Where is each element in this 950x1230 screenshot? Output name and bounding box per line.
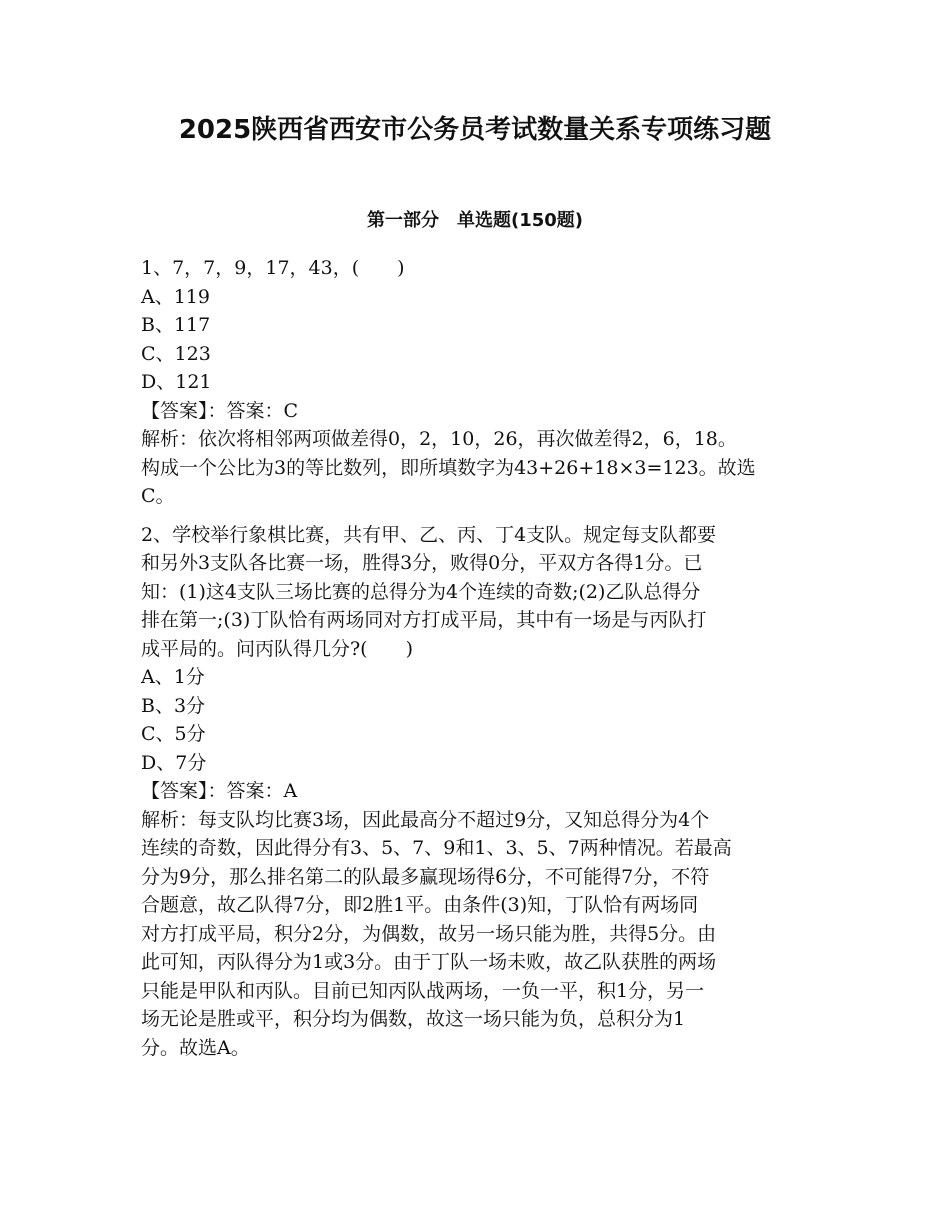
analysis-line: C。 (141, 485, 175, 507)
analysis-line: 对方打成平局，积分2分，为偶数，故另一场只能为胜，共得5分。由 (141, 922, 717, 945)
analysis-line: 连续的奇数，因此得分有3、5、7、9和1、3、5、7两种情况。若最高 (141, 837, 732, 859)
section-heading: 第一部分 单选题(150题) (366, 210, 584, 231)
question-stem: 和另外3支队各比赛一场，胜得3分，败得0分，平双方各得1分。已 (141, 552, 703, 574)
option-c: C、123 (141, 342, 211, 365)
question-block (141, 254, 811, 511)
option-b: B、117 (141, 314, 211, 336)
analysis-line: 只能是甲队和丙队。目前已知丙队战两场，一负一平，积1分，另一 (141, 979, 705, 1002)
analysis-line: 解析：每支队均比赛3场，因此最高分不超过9分，又知总得分为4个 (141, 808, 710, 831)
analysis-line: 分。故选A。 (141, 1036, 250, 1059)
question-stem: 2、学校举行象棋比赛，共有甲、乙、丙、丁4支队。规定每支队都要 (141, 523, 717, 546)
option-d: D、121 (141, 371, 212, 393)
document-body (141, 254, 811, 1062)
option-d: D、7分 (141, 751, 207, 774)
question-stem: 1、7，7，9，17，43，( ) (141, 257, 405, 279)
option-b: B、3分 (141, 694, 206, 717)
analysis-line: 分为9分，那么排名第二的队最多赢现场得6分，不可能得7分，不符 (141, 865, 710, 888)
question-spacer (141, 511, 811, 521)
option-a: A、119 (141, 285, 210, 308)
analysis-line: 解析：依次将相邻两项做差得0，2，10，26，再次做差得2，6，18。 (141, 428, 737, 450)
answer-line: 【答案】：答案：C (141, 399, 299, 422)
question-stem: 成平局的。问丙队得几分?( ) (141, 637, 414, 660)
question-block (141, 521, 811, 1063)
analysis-line: 构成一个公比为3的等比数列，即所填数字为43+26+18×3=123。故选 (141, 456, 756, 479)
answer-line: 【答案】：答案：A (141, 780, 298, 802)
analysis-line: 此可知，丙队得分为1或3分。由于丁队一场未败，故乙队获胜的两场 (141, 951, 717, 973)
option-c: C、5分 (141, 723, 206, 745)
option-a: A、1分 (141, 666, 205, 688)
analysis-line: 场无论是胜或平，积分均为偶数，故这一场只能为负，总积分为1 (141, 1008, 686, 1030)
question-stem: 知：(1)这4支队三场比赛的总得分为4个连续的奇数;(2)乙队总得分 (141, 580, 701, 603)
analysis-line: 合题意，故乙队得7分，即2胜1平。由条件(3)知，丁队恰有两场同 (141, 894, 699, 916)
question-stem: 排在第一;(3)丁队恰有两场同对方打成平局，其中有一场是与丙队打 (141, 609, 707, 631)
document-title: 2025陕西省西安市公务员考试数量关系专项练习题 (178, 115, 772, 145)
